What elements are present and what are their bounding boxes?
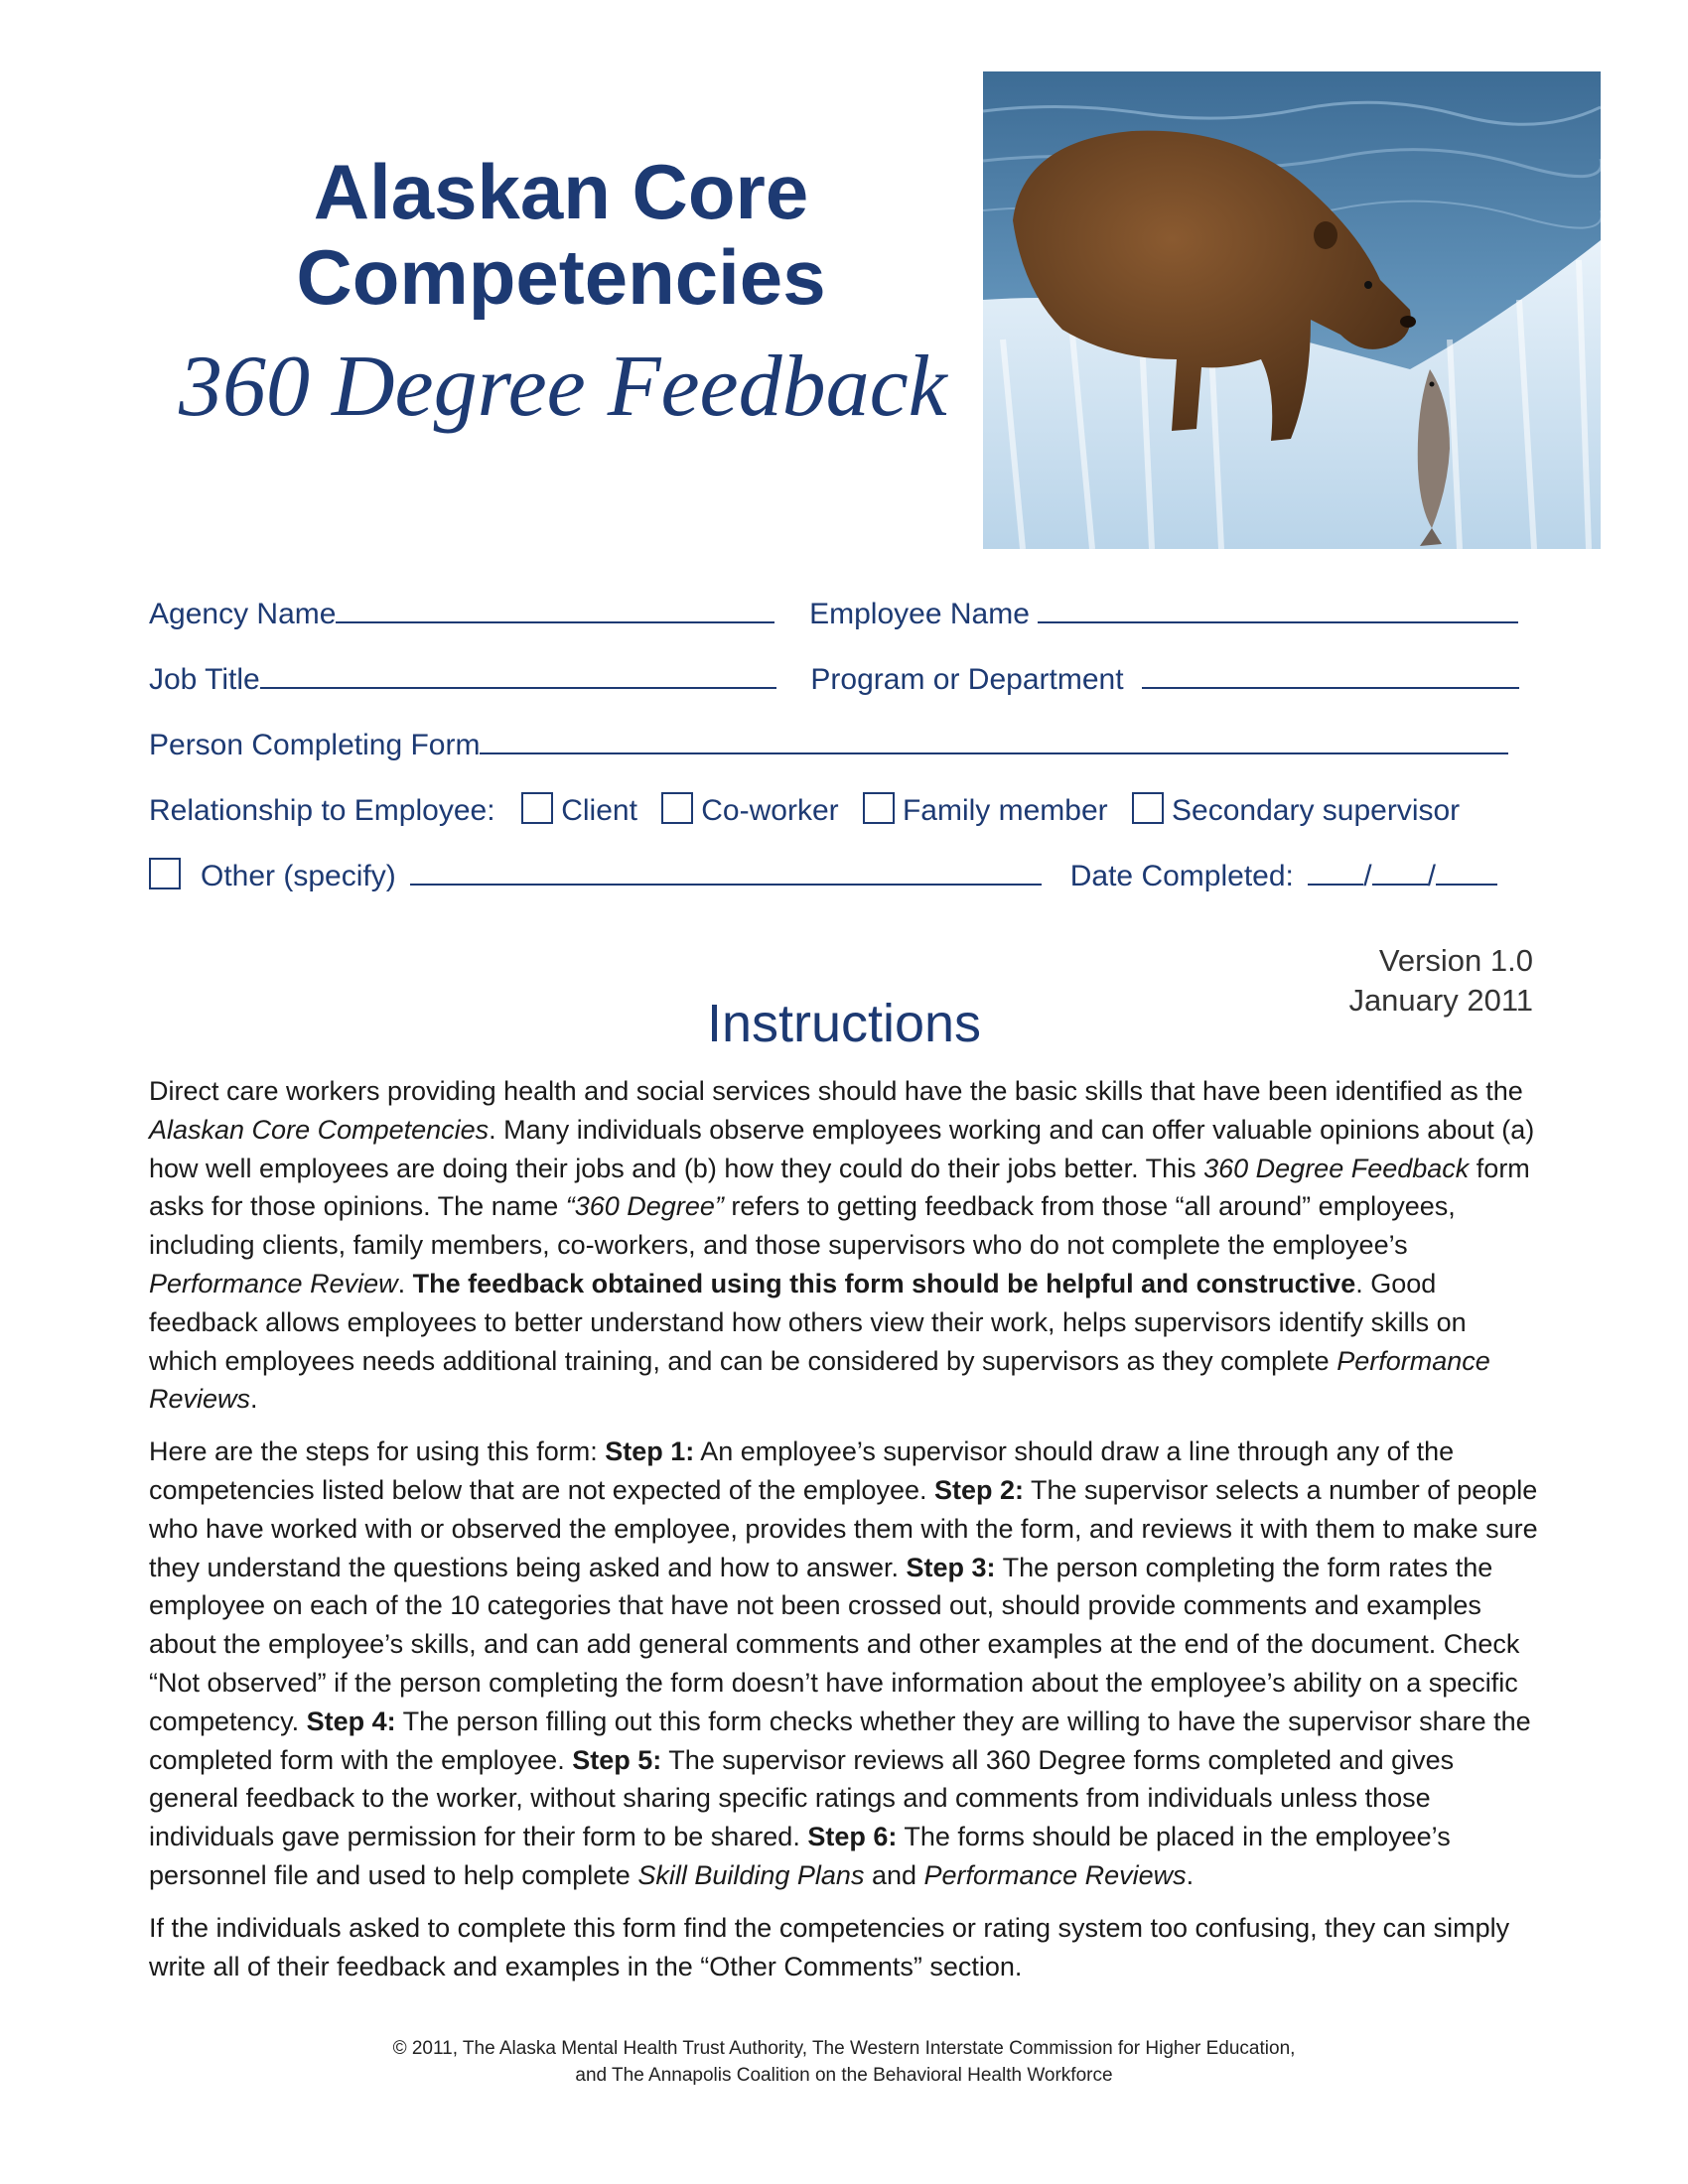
page-subtitle: 360 Degree Feedback bbox=[179, 339, 947, 435]
text-span: The feedback obtained using this form should be helpful and constructive bbox=[412, 1268, 1356, 1298]
form-row-agency bbox=[149, 596, 1518, 631]
employee-name-label: Employee Name bbox=[809, 598, 1030, 630]
text-span: “360 Degree” bbox=[565, 1191, 724, 1222]
step-label: Step 3: bbox=[906, 1552, 996, 1582]
coworker-label: Co-worker bbox=[701, 794, 839, 827]
agency-name-label: Agency Name bbox=[149, 598, 337, 630]
client-label: Client bbox=[561, 794, 637, 827]
relationship-option-family bbox=[863, 794, 1108, 827]
form-row-person bbox=[149, 727, 1508, 762]
footer-line-1: © 2011, The Alaska Mental Health Trust Authority, The Western Interstate Commission for Higher Education, bbox=[392, 2038, 1296, 2059]
bear-waterfall-photo bbox=[983, 71, 1601, 549]
text-span: Alaskan Core Competencies bbox=[149, 1114, 490, 1145]
form-row-other bbox=[149, 858, 1497, 893]
job-title-field[interactable] bbox=[260, 661, 776, 689]
relationship-label: Relationship to Employee: bbox=[149, 794, 495, 827]
version-date: January 2011 bbox=[1348, 983, 1533, 1018]
text-span: The supervisor reviews all 360 Degree forms completed and gives general feedback to the worker, without sharing specific ratings and comments from individuals unless those individuals gave permission for their form to be shared. bbox=[149, 1744, 1455, 1852]
agency-name-field[interactable] bbox=[336, 596, 774, 623]
text-span: An employee’s supervisor should draw a line through any of the competencies listed below that are not expected of the employee. bbox=[149, 1436, 1455, 1505]
instructions-body bbox=[149, 1072, 1539, 1999]
form-row-job bbox=[149, 661, 1519, 697]
other-specify-label: Other (specify) bbox=[201, 860, 396, 892]
text-span: . bbox=[250, 1384, 258, 1415]
employee-name-field[interactable] bbox=[1038, 596, 1518, 623]
footer-line-2: and The Annapolis Coalition on the Behavioral Health Workforce bbox=[575, 2065, 1113, 2086]
instructions-heading: Instructions bbox=[706, 994, 982, 1053]
date-day-field[interactable] bbox=[1372, 858, 1428, 886]
title-block bbox=[149, 149, 973, 437]
text-span: The person filling out this form checks whether they are willing to have the supervisor share the completed form with the employee. bbox=[149, 1706, 1531, 1775]
text-span: . bbox=[397, 1268, 413, 1298]
text-span: . bbox=[1186, 1859, 1195, 1890]
person-completing-label: Person Completing Form bbox=[149, 729, 481, 761]
step-label: Step 2: bbox=[933, 1474, 1025, 1505]
step-label: Step 6: bbox=[807, 1822, 898, 1852]
job-title-label: Job Title bbox=[149, 663, 260, 696]
relationship-option-client bbox=[521, 794, 637, 827]
step-label: Step 1: bbox=[605, 1436, 695, 1467]
instructions-paragraph-2 bbox=[149, 1433, 1539, 1895]
copyright-footer bbox=[0, 2035, 1688, 2089]
relationship-option-coworker bbox=[661, 794, 838, 827]
text-span: Here are the steps for using this form: bbox=[149, 1436, 606, 1467]
text-span: . Many individuals observe employees working and can offer valuable opinions about (a) how well employees are doing their jobs and (b) how they could do their jobs better. This bbox=[149, 1114, 1535, 1183]
text-span: 360 Degree Feedback bbox=[1203, 1153, 1470, 1183]
text-span: Skill Building Plans bbox=[637, 1859, 865, 1890]
text-span: Performance Reviews bbox=[923, 1859, 1187, 1890]
step-label: Step 5: bbox=[572, 1744, 662, 1775]
relationship-option-secondary bbox=[1132, 794, 1460, 827]
text-span: refers to getting feedback from those “all around” employees, including clients, family members, co-workers, and those supervisors who do not complete the employee’s bbox=[149, 1191, 1456, 1261]
text-span: form asks for those opinions. The name bbox=[149, 1153, 1530, 1222]
secondary-supervisor-checkbox[interactable] bbox=[1132, 792, 1164, 824]
coworker-checkbox[interactable] bbox=[661, 792, 693, 824]
text-span: Performance Reviews bbox=[149, 1345, 1490, 1415]
text-span: The forms should be placed in the employee’s personnel file and used to help complete bbox=[149, 1822, 1451, 1890]
family-member-label: Family member bbox=[902, 794, 1108, 827]
page-title-line1: Alaskan Core bbox=[313, 148, 809, 235]
page-title-line2: Competencies bbox=[296, 233, 826, 321]
date-separator: / bbox=[1363, 860, 1372, 892]
text-span: Performance Review bbox=[149, 1268, 398, 1298]
instructions-paragraph-1 bbox=[149, 1072, 1539, 1419]
program-department-label: Program or Department bbox=[810, 663, 1124, 696]
date-completed-label: Date Completed: bbox=[1069, 860, 1294, 892]
version-number: Version 1.0 bbox=[1378, 943, 1533, 978]
secondary-supervisor-label: Secondary supervisor bbox=[1172, 794, 1461, 827]
text-span: The supervisor selects a number of people who have worked with or observed the employee, provides them with the form, and reviews it with them to make sure they understand the questions being asked and how to answer. bbox=[149, 1474, 1538, 1582]
other-checkbox[interactable] bbox=[149, 858, 181, 889]
client-checkbox[interactable] bbox=[521, 792, 553, 824]
text-span: and bbox=[864, 1859, 924, 1890]
form-row-relationship bbox=[149, 792, 1460, 828]
date-separator: / bbox=[1427, 860, 1436, 892]
program-department-field[interactable] bbox=[1142, 661, 1519, 689]
step-label: Step 4: bbox=[306, 1706, 396, 1736]
person-completing-field[interactable] bbox=[480, 727, 1508, 754]
other-specify-field[interactable] bbox=[410, 858, 1042, 886]
instructions-paragraph-3: If the individuals asked to complete this form find the competencies or rating system too confusing, they can simply write all of their feedback and examples in the “Other Comments” section. bbox=[149, 1912, 1510, 1981]
text-span: . Good feedback allows employees to better understand how others view their work, helps supervisors identify skills on which employees needs additional training, and can be considered by supervisors as they complete bbox=[149, 1268, 1467, 1376]
date-month-field[interactable] bbox=[1308, 858, 1363, 886]
family-member-checkbox[interactable] bbox=[863, 792, 895, 824]
date-year-field[interactable] bbox=[1436, 858, 1497, 886]
text-span: The person completing the form rates the employee on each of the 10 categories that have not been crossed out, should provide comments and examples about the employee’s skills, and can add general comments and other examples at the end of the document. Check “Not observed” if the person completing the form doesn’t have information about the employee’s ability on a specific competency. bbox=[149, 1552, 1520, 1736]
text-span: Direct care workers providing health and social services should have the basic skills that have been identified as the bbox=[149, 1076, 1523, 1106]
